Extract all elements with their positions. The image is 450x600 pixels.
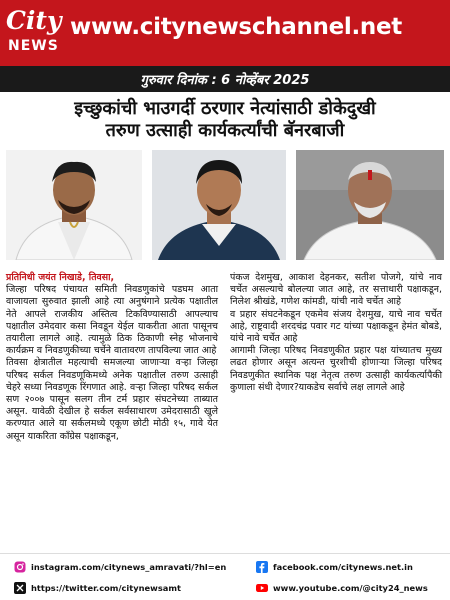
person-photo-2: [152, 150, 286, 260]
photo-strip: [6, 150, 444, 260]
date-text: गुरुवार दिनांक : 6 नोव्हेंबर 2025: [140, 73, 310, 88]
twitter-link[interactable]: [14, 580, 181, 596]
instagram-url[interactable]: instagram.com/citynews_amravati/?hl=en: [31, 562, 227, 572]
twitter-url[interactable]: https://twitter.com/citynewsamt: [31, 583, 181, 593]
facebook-icon: [256, 561, 268, 573]
site-url[interactable]: www.citynewschannel.net: [70, 14, 402, 40]
person-photo-1: [6, 150, 142, 260]
headline-line-1: इच्छुकांची भाउगर्दी ठरणार नेत्यांसाठी डोकेदुखी: [74, 98, 376, 119]
article-paragraph: जिल्हा परिषद पंचायत समिती निवडणुकांचे पडघम आता वाजायला सुरुवात झाली आहे त्या अनुषंगाने प्रत्येक पक्षातील नेते आपले राजकीय अस्तित्व टिकविण्यासाठी आपल्याच पक्षातील उमेदवार कसा निवडून येईल याकरीता आता पासूनच तयारीला लागले आहे. त्यामुळे ठिक ठिकाणी स्नेह भोजनाचे कार्यक्रम व निवडणुकीच्या चर्चेने वातावरण तापविल्या जात आहे: [6, 284, 218, 357]
person-photo-3: [296, 150, 444, 260]
article-column-left: [6, 272, 218, 443]
social-footer: [0, 553, 450, 600]
article-paragraph: तिवसा क्षेत्रातील महत्याची समजल्या जाणाऱ्या वऱ्हा जिल्हा परिषद सर्कल निवडणूकिमध्ये अनेक पक्षातील तरुण उत्साही चेहरे सध्या निवडणूक रिंगणात आहे. वऱ्हा जिल्हा परिषद सर्कल सण २००७ पासून सलग तीन टर्म प्रहार संघटनेच्या ताब्यात असून. यावेळी देखील हे सर्कल सर्वसाधारण उमेदरासाठी खुले करण्यात आले या सर्कलमध्ये एकूण छोटी मोठी १५, गावे येत असून याकरिता काँग्रेस पक्षाकडून,: [6, 357, 218, 442]
headline-line-2: तरुण उत्साही कार्यकर्त्यांची बॅनरबाजी: [105, 120, 345, 141]
facebook-link[interactable]: [256, 559, 413, 575]
headline: [4, 98, 446, 142]
city-news-logo: [4, 6, 68, 62]
logo-news-text: NEWS: [8, 38, 59, 54]
instagram-icon: [14, 561, 26, 573]
article-byline: प्रतिनिधी जयंत निखाडे, तिवसा,: [6, 272, 115, 283]
twitter-x-icon: [14, 582, 26, 594]
facebook-url[interactable]: facebook.com/citynews.net.in: [273, 562, 413, 572]
article-paragraph: व प्रहार संघटनेकडून एकमेव संजय देशमुख, याचे नाव चर्चेत आहे, राष्ट्रवादी शरदचंद्र पवार गट यांच्या पक्षाकडून हेमंत बोबडे, यांचे नावे चर्चेत आहे: [230, 308, 442, 345]
date-bar: [0, 66, 450, 92]
instagram-link[interactable]: [14, 559, 226, 575]
article-paragraph: पंकज देशमुख, आकाश देहनकर, सतीश पोजगे, यांचे नाव चर्चेत असल्याचे बोलल्या जात आहे, तर सत्ताधारी पक्षाकडून, निलेश श्रीखंडे, गणेश कांमडी, यांची नावे चर्चेत आहे: [230, 272, 442, 308]
logo-city-text: City: [6, 6, 62, 35]
youtube-icon: [256, 582, 268, 594]
masthead: [0, 0, 450, 66]
article-column-right: [230, 272, 442, 394]
article-paragraph: आगामी जिल्हा परिषद निवडणुकीत प्रहार पक्ष यांच्यातच मुख्य लढत होणार असून अत्यन्त चुरशीची होणाऱ्या जिल्हा परिषद निवडणुकीत स्थानिक पक्ष नेतृत्व तरुण उत्साही कार्यकर्त्यापैकी कुणाला संधी देणार?याकडेच सर्वाचे लक्ष लागले आहे: [230, 345, 442, 393]
youtube-link[interactable]: [256, 580, 428, 596]
youtube-url[interactable]: www.youtube.com/@city24_news: [273, 583, 428, 593]
